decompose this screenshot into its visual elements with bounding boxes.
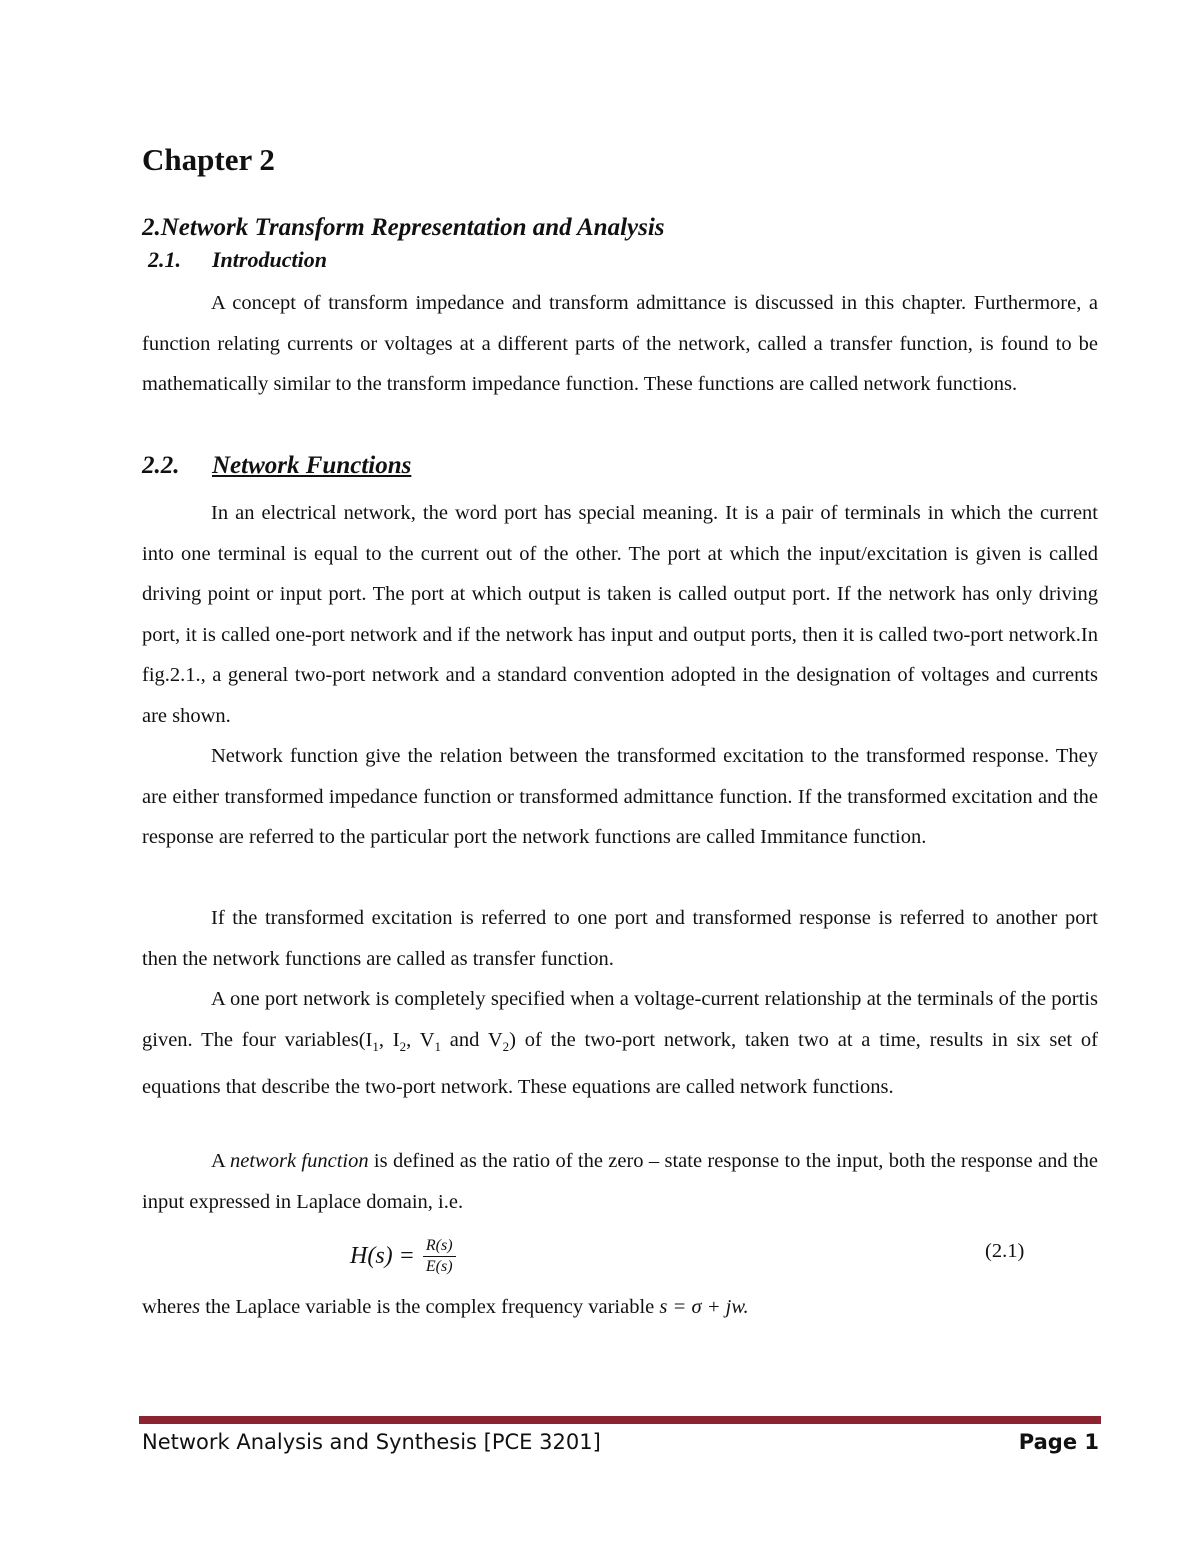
page-number: Page 1: [1018, 1430, 1099, 1454]
equation-lhs: H(s) =: [350, 1242, 415, 1269]
subsection-number: 2.1.: [148, 247, 181, 272]
laplace-variable-sentence: wheres the Laplace variable is the complex frequency variable s = σ + jw.: [142, 1296, 749, 1318]
intro-paragraph: A concept of transform impedance and transform admittance is discussed in this chapter. Furthermore, a function relating currents or voltages at a different parts of the network, called a transfer function, is found to be mathematically similar to the transform impedance function. These functions are called network functions.: [142, 292, 1098, 396]
subsection-title: Introduction: [212, 247, 327, 272]
subsection-network-functions-heading: [142, 452, 411, 480]
equation-fraction: [423, 1236, 456, 1277]
equation-numerator: R(s): [423, 1236, 456, 1257]
equation-number: (2.1): [985, 1240, 1025, 1262]
chapter-title: Chapter 2: [142, 142, 275, 177]
ports-paragraph: In an electrical network, the word port has special meaning. It is a pair of terminals in which the current into one terminal is equal to the current out of the other. The port at which the input/excitation is given is called driving point or input port. The port at which output is taken is called output port. If the network has only driving port, it is called one-port network and if the network has input and output ports, then it is called two-port network.In fig.2.1., a general two-port network and a standard convention adopted in the designation of voltages and currents are shown.: [142, 502, 1098, 727]
equation-denominator: E(s): [425, 1257, 453, 1275]
laplace-expression: s = σ + jw.: [659, 1296, 749, 1318]
equation-2-1: [350, 1228, 456, 1284]
definition-paragraph: A network function is defined as the ratio of the zero – state response to the input, both the response and the input expressed in Laplace domain, i.e.: [142, 1150, 1098, 1213]
footer-course-title: Network Analysis and Synthesis [PCE 3201]: [142, 1430, 601, 1454]
network-function-term: network function: [230, 1150, 369, 1172]
transfer-function-paragraph: If the transformed excitation is referred to one port and transformed response is referred to another port then the network functions are called as transfer function.: [142, 907, 1098, 970]
subsection-introduction-heading: [148, 247, 327, 273]
subsection-title: Network Functions: [212, 452, 412, 479]
subsection-number: 2.2.: [142, 452, 180, 479]
footer-divider: [139, 1416, 1101, 1424]
network-function-paragraph: Network function give the relation between the transformed excitation to the transformed response. They are either transformed impedance function or transformed admittance function. If the transformed excitation and the response are referred to the particular port the network functions are called Immitance function.: [142, 745, 1098, 849]
section-title: 2.Network Transform Representation and Analysis: [142, 214, 665, 241]
one-port-paragraph: A one port network is completely specified when a voltage-current relationship at the terminals of the portis given. The four $variables(I_1$, $I_2$, $V_1$ and $V_2$) of the two-port network, taken two at a time, results in six set of equations that describe the two-port network. These equations are called network functions.: [142, 988, 1099, 1099]
